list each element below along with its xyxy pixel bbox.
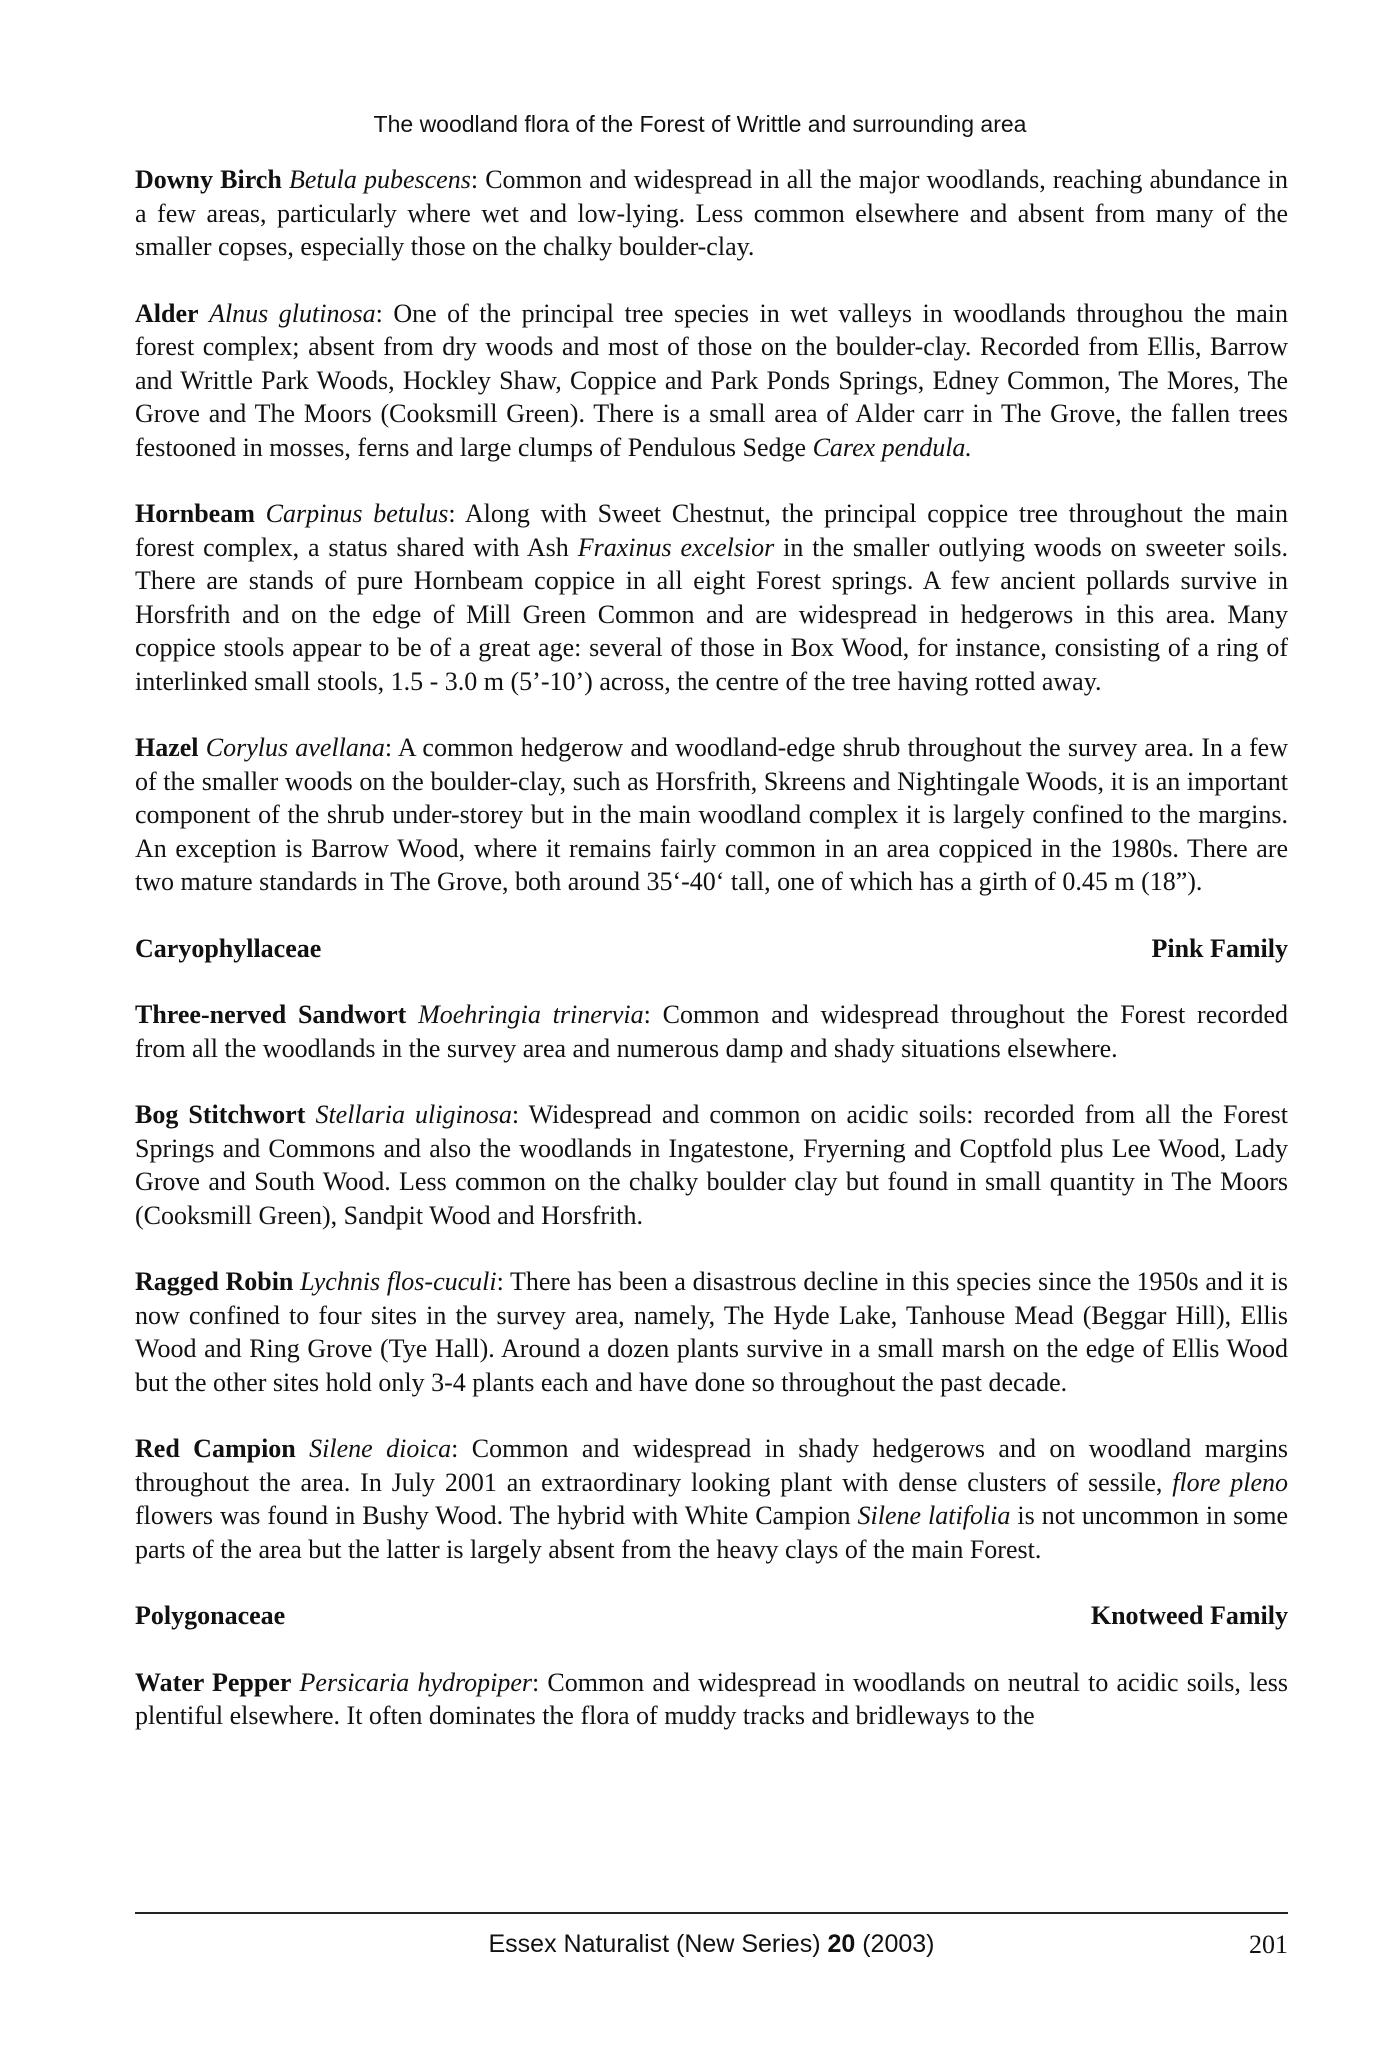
species-latin-name: Silene dioica [309, 1434, 452, 1463]
species-common-name: Three-nerved Sandwort [135, 1000, 407, 1029]
species-entry-downy-birch [135, 163, 1288, 264]
species-latin-name: Stellaria uliginosa [315, 1100, 512, 1129]
species-description: : There has been a disastrous decline in this species since the 1950s and it is now confined to four sites in the survey area, namely, The Hyde Lake, Tanhouse Mead (Beggar Hill), Ellis Wood and Ring Grove (Tye Hall). Around a dozen plants survive in a small marsh on the edge of Ellis Wood but the other sites hold only 3-4 plants each and have done so throughout the past decade. [135, 1267, 1289, 1397]
species-description: : Widespread and common on acidic soils: recorded from all the Forest Springs and Commons and also the woodlands in Ingatestone, Fryerning and Coptfold plus Lee Wood, Lady Grove and South Wood. Less common on the chalky boulder clay but found in small quantity in The Moors (Cooksmill Green), Sandpit Wood and Horsfrith. [135, 1100, 1289, 1230]
footer-divider [135, 1912, 1288, 1914]
species-entry-hornbeam [135, 497, 1288, 698]
family-latin-name: Polygonaceae [135, 1601, 286, 1630]
species-entry-alder [135, 297, 1288, 465]
species-common-name: Alder [135, 298, 199, 328]
species-description-continued: flowers was found in Bushy Wood. The hybrid with White Campion [135, 1501, 858, 1530]
page-number: 201 [1249, 1930, 1288, 1959]
species-latin-reference: Silene latifolia [857, 1501, 1011, 1530]
journal-year: (2003) [862, 1930, 935, 1958]
species-description: : Common and widespread in woodlands on neutral to acidic soils, less plentiful elsewhere. It often dominates the flora of muddy tracks and bridleways to the [135, 1667, 1289, 1730]
family-heading-caryophyllaceae [135, 932, 1288, 966]
species-common-name: Red Campion [135, 1434, 296, 1463]
species-common-name: Hornbeam [135, 499, 255, 528]
species-latin-name: Alnus glutinosa [209, 298, 376, 328]
journal-name: Essex Naturalist (New Series) [488, 1930, 821, 1958]
page-body [135, 163, 1288, 1766]
species-description: : Common and widespread in shady hedgerows and on woodland margins throughout the area. In July 2001 an extraordinary looking plant with dense clusters of sessile, [135, 1434, 1288, 1497]
species-latin-name: Moehringia trinervia [418, 1000, 644, 1029]
species-description: : Common and widespread throughout the Forest recorded from all the woodlands in the survey area and numerous damp and shady situations elsewhere. [135, 1000, 1288, 1063]
species-latin-reference: Carex pendula. [812, 432, 972, 462]
species-latin-name: Betula pubescens [288, 165, 471, 194]
journal-citation [135, 1930, 1288, 1959]
species-common-name: Water Pepper [135, 1667, 292, 1697]
species-latin-name: Carpinus betulus [265, 499, 449, 528]
species-common-name: Downy Birch [135, 165, 282, 194]
species-description: : A common hedgerow and woodland-edge shrub throughout the survey area. In a few of the smaller woods on the boulder-clay, such as Horsfrith, Skreens and Nightingale Woods, it is an important component of the shrub under-storey but in the main woodland complex it is largely confined to the margins. An exception is Barrow Wood, where it remains fairly common in an area coppiced in the 1980s. There are two mature standards in The Grove, both around 35‘-40‘ tall, one of which has a girth of 0.45 m (18”). [135, 733, 1288, 896]
running-head: The woodland flora of the Forest of Writtle and surrounding area [373, 111, 1027, 137]
family-common-name: Pink Family [1151, 933, 1288, 963]
species-common-name: Ragged Robin [135, 1267, 294, 1296]
species-entry-hazel [135, 731, 1288, 899]
species-latin-name: Persicaria hydropiper [299, 1667, 533, 1697]
species-entry-bog-stitchwort [135, 1098, 1288, 1232]
species-description-continued: in the smaller outlying woods on sweeter soils. There are stands of pure Hornbeam coppice in all eight Forest springs. A few ancient pollards survive in Horsfrith and on the edge of Mill Green Common and are widespread in hedgerows in this area. Many coppice stools appear to be of a great age: several of those in Box Wood, for instance, consisting of a ring of interlinked small stools, 1.5 - 3.0 m (5’-10’) across, the centre of the tree having rotted away. [135, 532, 1288, 696]
species-latin-name: Corylus avellana [205, 733, 385, 762]
species-entry-water-pepper [135, 1666, 1288, 1733]
species-description-continued: is not uncommon in some parts of the area but the latter is largely absent from the heavy clays of the main Forest. [135, 1501, 1288, 1564]
family-latin-name: Caryophyllaceae [135, 933, 322, 963]
family-heading-polygonaceae [135, 1599, 1288, 1633]
species-description: : One of the principal tree species in wet valleys in woodlands throughou the main forest complex; absent from dry woods and most of those on the boulder-clay. Recorded from Ellis, Barrow and Writtle Park Woods, Hockley Shaw, Coppice and Park Ponds Springs, Edney Common, The Mores, The Grove and The Moors (Cooksmill Green). There is a small area of Alder carr in The Grove, the fallen trees festooned in mosses, ferns and large clumps of Pendulous Sedge [135, 298, 1289, 462]
species-entry-three-nerved-sandwort [135, 998, 1288, 1065]
species-common-name: Hazel [135, 733, 199, 762]
species-entry-red-campion [135, 1432, 1288, 1566]
species-description: : Along with Sweet Chestnut, the principal coppice tree throughout the main forest complex, a status shared with Ash [135, 499, 1288, 562]
species-latin-name: Lychnis flos-cuculi [300, 1267, 497, 1296]
species-common-name: Bog Stitchwort [135, 1100, 306, 1129]
page-footer [135, 1930, 1288, 1964]
species-entry-ragged-robin [135, 1265, 1288, 1399]
family-common-name: Knotweed Family [1090, 1601, 1288, 1630]
species-latin-reference: Fraxinus excelsior [577, 532, 775, 562]
journal-volume: 20 [827, 1930, 856, 1958]
species-latin-reference: flore pleno [1172, 1467, 1288, 1497]
species-description: : Common and widespread in all the major woodlands, reaching abundance in a few areas, particularly where wet and low-lying. Less common elsewhere and absent from many of the smaller copses, especially those on the chalky boulder-clay. [135, 165, 1289, 261]
